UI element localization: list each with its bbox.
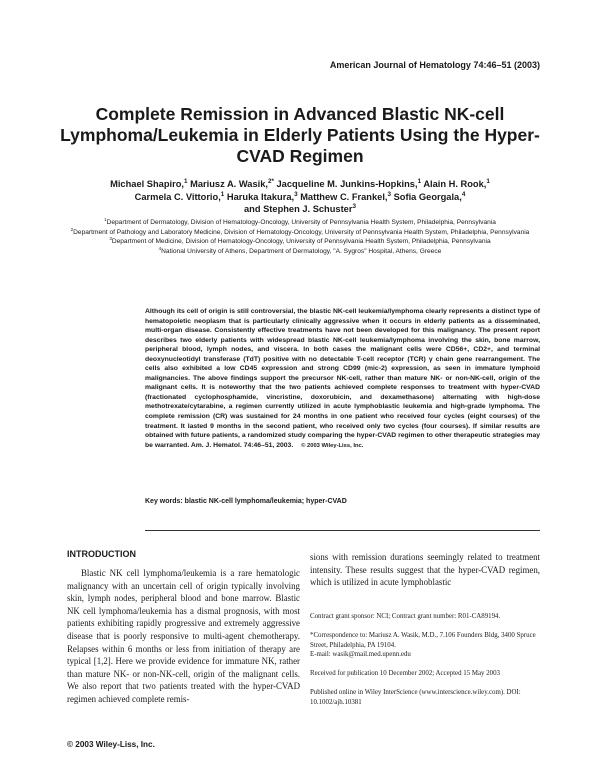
abstract — [145, 307, 540, 451]
footnote-grant: Contract grant sponsor: NCI; Contract grant number: R01-CA89194. — [310, 613, 501, 620]
author: Sofia Georgala,$^4$ — [393, 190, 466, 202]
affiliation: $^1$Department of Dermatology, Division of Hematology-Oncology, University of Pennsylvania Health System, Philadelphia, Pennsylvania — [104, 216, 496, 226]
affiliations — [40, 218, 560, 256]
author: Jacqueline M. Junkins-Hopkins,$^1$ — [276, 177, 422, 189]
affiliation: $^3$Department of Medicine, Division of Hematology-Oncology, University of Pennsylvania Health System, Philadelphia, Pennsylvania — [109, 236, 491, 246]
affiliation: $^4$National University of Athens, Department of Dermatology, "A. Sygros" Hospital, Athens, Greece — [158, 245, 442, 255]
intro-column-left: Blastic NK cell lymphoma/leukemia is a rare hematologic malignancy with an uncertain cell of origin typically involving skin, lymph nodes, peripheral blood and bone marrow. Blastic NK cell lymphoma/leukemia has a dismal prognosis, with most patients exhibiting rapidly progressive and extremely aggressive disease that is poorly responsive to multi-agent chemotherapy. Relapses within 6 months or less from initiation of therapy are typical [1,2]. Here we provide evidence for immature NK, rather than mature NK- or non-NK-cell, origin of the malignant cells. We also report that two patients treated with the hyper-CVAD regimen achieved complete remis- — [67, 568, 300, 704]
section-divider — [145, 530, 540, 531]
author: and Stephen J. Schuster$^3$ — [243, 202, 356, 214]
footnote-email: E-mail: wasik@mail.med.upenn.edu — [310, 651, 411, 658]
author: Matthew C. Frankel,$^3$ — [300, 190, 392, 202]
author: Carmela C. Vittorio,$^1$ — [134, 190, 225, 202]
abstract-copyright: © 2003 Wiley-Liss, Inc. — [301, 442, 364, 449]
journal-citation: American Journal of Hematology 74:46–51 (2003) — [329, 60, 540, 70]
affiliation: $^2$Department of Pathology and Laboratory Medicine, Division of Hematology-Oncology, University of Pennsylvania Health System, Philadelphia, Pennsylvania — [70, 226, 530, 236]
footnote-correspondence: *Correspondence to: Mariusz A. Wasik, M.D., 7.106 Founders Bldg, 3400 Spruce Street, Philadelphia, PA 19104. — [310, 632, 536, 649]
footnote-received: Received for publication 10 December 2002; Accepted 15 May 2003 — [310, 670, 501, 677]
author: Haruka Itakura,$^3$ — [226, 190, 298, 202]
author: Michael Shapiro,$^1$ — [110, 177, 188, 189]
author-list — [48, 178, 552, 216]
footnote-published: Published online in Wiley InterScience (www.interscience.wiley.com). DOI: 10.1002/ajh.10381 — [310, 689, 521, 706]
intro-column-right: sions with remission durations seemingly related to treatment intensity. These results suggest that the hyper-CVAD regimen, which is utilized in acute lymphoblastic — [310, 552, 540, 588]
section-heading-introduction: INTRODUCTION — [67, 549, 136, 559]
author: Alain H. Rook,$^1$ — [423, 177, 490, 189]
author: Mariusz A. Wasik,$^{2*}$ — [190, 177, 274, 189]
footer-copyright: © 2003 Wiley-Liss, Inc. — [67, 740, 155, 749]
abstract-text: Although its cell of origin is still controversial, the blastic NK-cell leukemia/lymphoma clearly represents a distinct type of hematopoietic neoplasm that is particularly clinically aggressive when it occurs in elderly patients as a disseminated, multi-organ disease. Consistently effective treatments have not been developed for this malignancy. The present report describes two elderly patients with widespread blastic NK-cell leukemia/lymphoma involving the skin, bone marrow, peripheral blood, lymph nodes, and viscera. In both cases the malignant cells were CD56+, CD2+, and terminal deoxynucleotidyl transferase (TdT) positive with no detectable T-cell receptor (TCR) γ chain gene rearrangement. The cells also exhibited a low CD45 expression and strong CD99 (mic-2) expression, as seen in immature lymphoid malignancies. The above findings support the precursor NK-cell, rather than mature NK- or non-NK-cell, origin of the malignant cells. It is noteworthy that the two patients achieved complete responses to treatment with hyper-CVAD (fractionated cyclophosphamide, vincristine, doxorubicin, and dexamethasone) alternating with high-dose methotrexate/cytarabine, a regimen currently utilized in acute lymphoblastic leukemia and high-grade lymphoma. The complete remission (CR) was sustained for 24 months in one patient who received four cycles (eight courses) of the treatment. It lasted 9 months in the second patient, who received only two cycles (four courses). If similar results are obtained with future patients, a randomized study comparing the hyper-CVAD regimen to other therapeutic strategies may be warranted. Am. J. Hematol. 74:46–51, 2003. — [145, 308, 540, 449]
keywords: Key words: blastic NK-cell lymphoma/leukemia; hyper-CVAD — [145, 498, 347, 505]
paper-title: Complete Remission in Advanced Blastic NK-cell Lymphoma/Leukemia in Elderly Patients Using the Hyper-CVAD Regimen — [60, 104, 540, 166]
